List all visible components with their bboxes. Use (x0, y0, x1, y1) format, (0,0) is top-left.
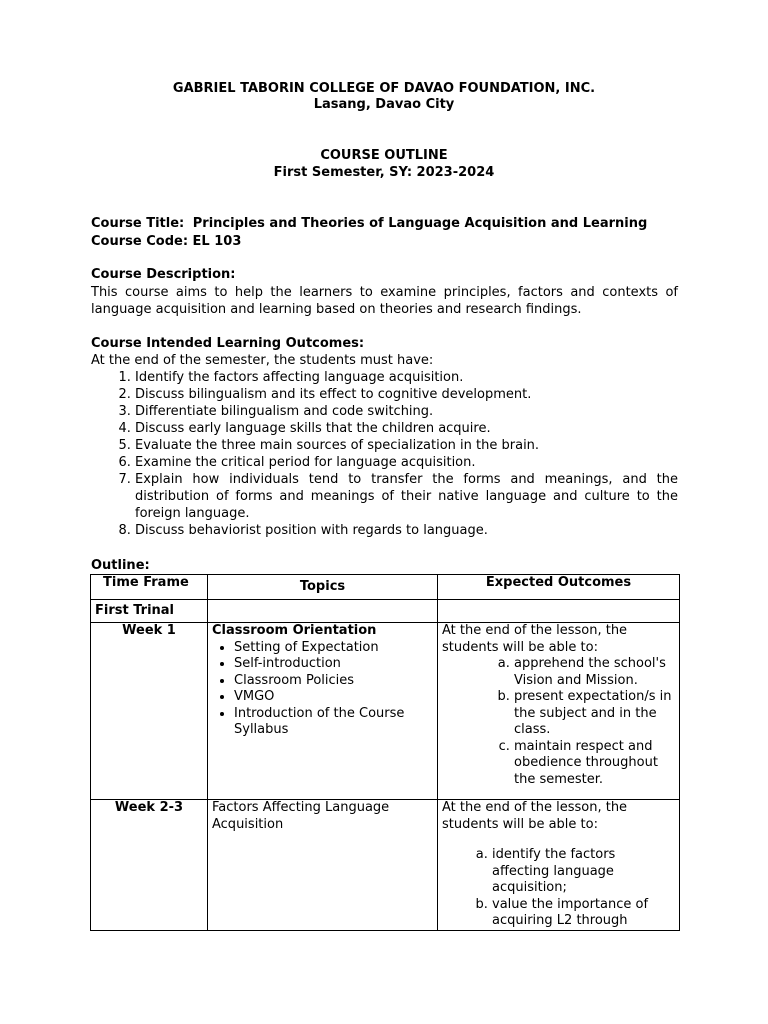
week2-outcomes-cell (438, 800, 680, 931)
semester-line: First Semester, SY: 2023-2024 (273, 165, 495, 180)
week1-topics-cell (208, 623, 438, 800)
list-item: b. present expectation/s in the subject and in the class. (514, 689, 675, 739)
empty-cell (208, 600, 438, 623)
outcome-item: 1. Identify the factors affecting language acquisition. (135, 369, 678, 386)
outcomes-section (91, 352, 681, 539)
outline-table (90, 574, 680, 931)
table-row-week1 (91, 623, 680, 800)
course-title-line (91, 215, 691, 232)
list-item: • Classroom Policies (234, 673, 433, 690)
week1-outcomes-cell (438, 623, 680, 800)
outcome-item: 8. Discuss behaviorist position with regards to language. (135, 522, 678, 539)
table-row-trinal (91, 600, 680, 623)
course-code: EL 103 (192, 234, 242, 249)
list-item: • VMGO (234, 689, 433, 706)
header-expected-outcomes: Expected Outcomes (438, 575, 680, 600)
week1-time: Week 1 (91, 623, 208, 800)
course-title-label: Course Title: (91, 216, 185, 231)
week2-outcomes-intro: At the end of the lesson, the students will be able to: (442, 800, 628, 832)
document-title: COURSE OUTLINE (320, 148, 448, 163)
table-header-row (91, 575, 680, 600)
description-label: Course Description: (91, 267, 236, 282)
week1-outcomes-intro: At the end of the lesson, the students will be able to: (442, 623, 628, 655)
trinal-label: First Trinal (91, 600, 208, 623)
course-code-label: Course Code: (91, 234, 189, 249)
week2-time: Week 2-3 (91, 800, 208, 931)
outcome-item: 4. Discuss early language skills that the children acquire. (135, 420, 678, 437)
outcomes-list (91, 369, 678, 539)
list-item: c. maintain respect and obedience throughout the semester. (514, 739, 675, 789)
week2-outcomes-list (442, 847, 675, 930)
list-item: • Self-introduction (234, 656, 433, 673)
institution-location: Lasang, Davao City (313, 97, 455, 112)
list-item: • Introduction of the Course Syllabus (234, 706, 433, 739)
week2-topic-title: Factors Affecting Language Acquisition (208, 800, 438, 931)
week1-topic-title: Classroom Orientation (212, 623, 377, 638)
institution-name: GABRIEL TABORIN COLLEGE OF DAVAO FOUNDATION, INC. (172, 81, 596, 96)
table-row-week2 (91, 800, 680, 931)
list-item: a. identify the factors affecting language acquisition; (492, 847, 675, 897)
list-item: a. apprehend the school's Vision and Mission. (514, 656, 675, 689)
empty-cell (438, 600, 680, 623)
week1-topic-list (212, 640, 433, 739)
list-item: • Setting of Expectation (234, 640, 433, 657)
outcome-item: 5. Evaluate the three main sources of specialization in the brain. (135, 437, 678, 454)
description-text: This course aims to help the learners to examine principles, factors and contexts of language acquisition and learning based on theories and research findings. (91, 285, 678, 317)
outline-label: Outline: (91, 558, 150, 573)
outcome-item: 6. Examine the critical period for language acquisition. (135, 454, 678, 471)
outcomes-label: Course Intended Learning Outcomes: (91, 336, 365, 351)
course-title: Principles and Theories of Language Acquisition and Learning (192, 216, 648, 231)
outcome-item: 2. Discuss bilingualism and its effect to cognitive development. (135, 386, 678, 403)
outcome-item: 7. Explain how individuals tend to transfer the forms and meanings, and the distribution of forms and meanings of their native language and culture to the foreign language. (135, 471, 678, 522)
header-time-frame: Time Frame (91, 575, 208, 600)
outcomes-intro: At the end of the semester, the students must have: (91, 353, 434, 368)
list-item: b. value the importance of acquiring L2 through (492, 897, 675, 930)
course-code-line (91, 233, 241, 250)
week1-outcomes-list (442, 656, 675, 788)
outcome-item: 3. Differentiate bilingualism and code switching. (135, 403, 678, 420)
header-topics: Topics (208, 575, 438, 600)
